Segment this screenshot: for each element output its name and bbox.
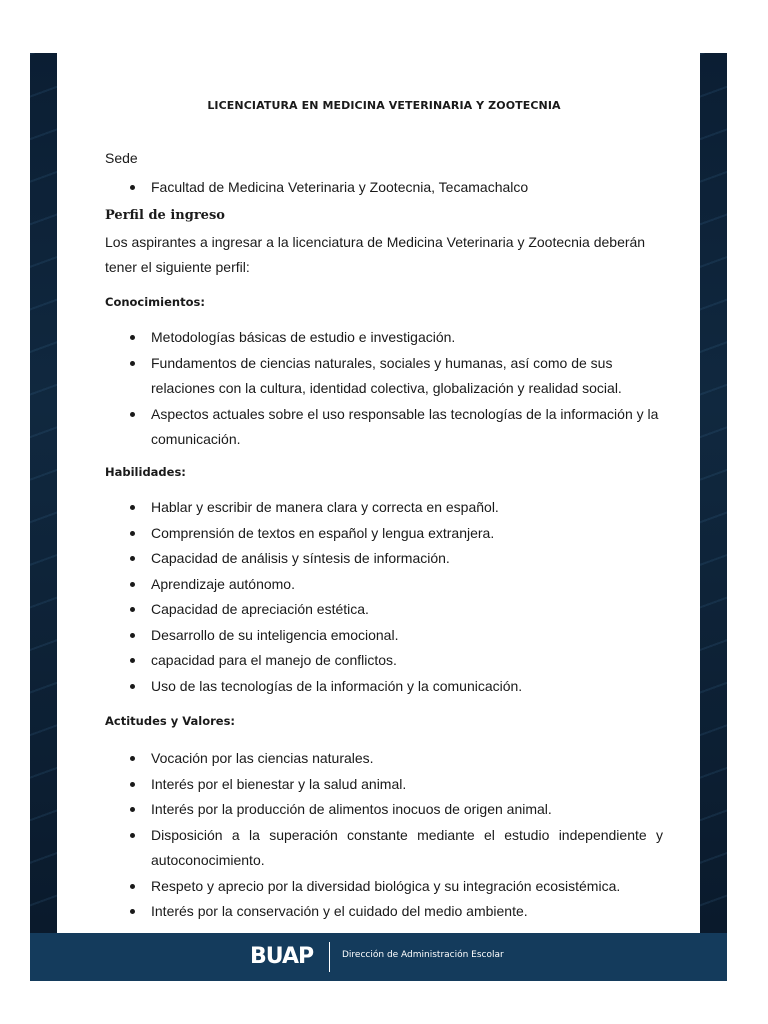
left-decorative-band [30, 53, 57, 933]
habilidades-list [105, 495, 663, 699]
list-item: Aspectos actuales sobre el uso responsable las tecnologías de la información y la comunicación. [105, 402, 663, 453]
right-decorative-band [700, 53, 727, 933]
perfil-intro [105, 230, 663, 280]
perfil-intro-line: tener el siguiente perfil: [105, 259, 250, 275]
actitudes-section [105, 709, 663, 925]
list-item: capacidad para el manejo de conflictos. [105, 648, 663, 674]
footer-department: Dirección de Administración Escolar [342, 950, 504, 960]
buap-logo: BUAP [250, 944, 314, 969]
document-title: LICENCIATURA EN MEDICINA VETERINARIA Y ZOOTECNIA [207, 99, 561, 112]
perfil-intro-line: Los aspirantes a ingresar a la licenciatura de Medicina Veterinaria y Zootecnia deberán [105, 234, 646, 250]
list-item: Hablar y escribir de manera clara y correcta en español. [105, 495, 663, 521]
list-item: Desarrollo de su inteligencia emocional. [105, 623, 663, 649]
conocimientos-list [105, 325, 663, 453]
list-item: Vocación por las ciencias naturales. [105, 746, 663, 772]
list-item: Interés por el bienestar y la salud animal. [105, 772, 663, 798]
perfil-section [105, 203, 663, 280]
conocimientos-heading: Conocimientos: [105, 295, 205, 309]
list-item: Respeto y aprecio por la diversidad biológica y su integración ecosistémica. [105, 874, 663, 900]
list-item: Interés por la conservación y el cuidado del medio ambiente. [105, 899, 663, 925]
list-item: Disposición a la superación constante mediante el estudio independiente y autoconocimiento. [105, 823, 663, 874]
list-item: Comprensión de textos en español y lengua extranjera. [105, 521, 663, 547]
conocimientos-section [105, 290, 663, 453]
sede-label: Sede [105, 150, 138, 166]
document-page [30, 53, 727, 981]
list-item: Capacidad de apreciación estética. [105, 597, 663, 623]
footer-divider [329, 942, 330, 972]
sede-section [105, 146, 663, 201]
actitudes-list [105, 746, 663, 925]
list-item: Aprendizaje autónomo. [105, 572, 663, 598]
perfil-heading: Perfil de ingreso [105, 208, 225, 223]
page-footer [30, 933, 727, 981]
list-item: Fundamentos de ciencias naturales, sociales y humanas, así como de sus relaciones con la cultura, identidad colectiva, globalización y realidad social. [105, 351, 663, 402]
habilidades-heading: Habilidades: [105, 465, 186, 479]
habilidades-section [105, 460, 663, 699]
list-item: Facultad de Medicina Veterinaria y Zootecnia, Tecamachalco [105, 175, 663, 201]
sede-list [105, 175, 663, 201]
list-item: Metodologías básicas de estudio e investigación. [105, 325, 663, 351]
actitudes-heading: Actitudes y Valores: [105, 714, 236, 728]
list-item: Capacidad de análisis y síntesis de información. [105, 546, 663, 572]
list-item: Interés por la producción de alimentos inocuos de origen animal. [105, 797, 663, 823]
list-item: Uso de las tecnologías de la información y la comunicación. [105, 674, 663, 700]
